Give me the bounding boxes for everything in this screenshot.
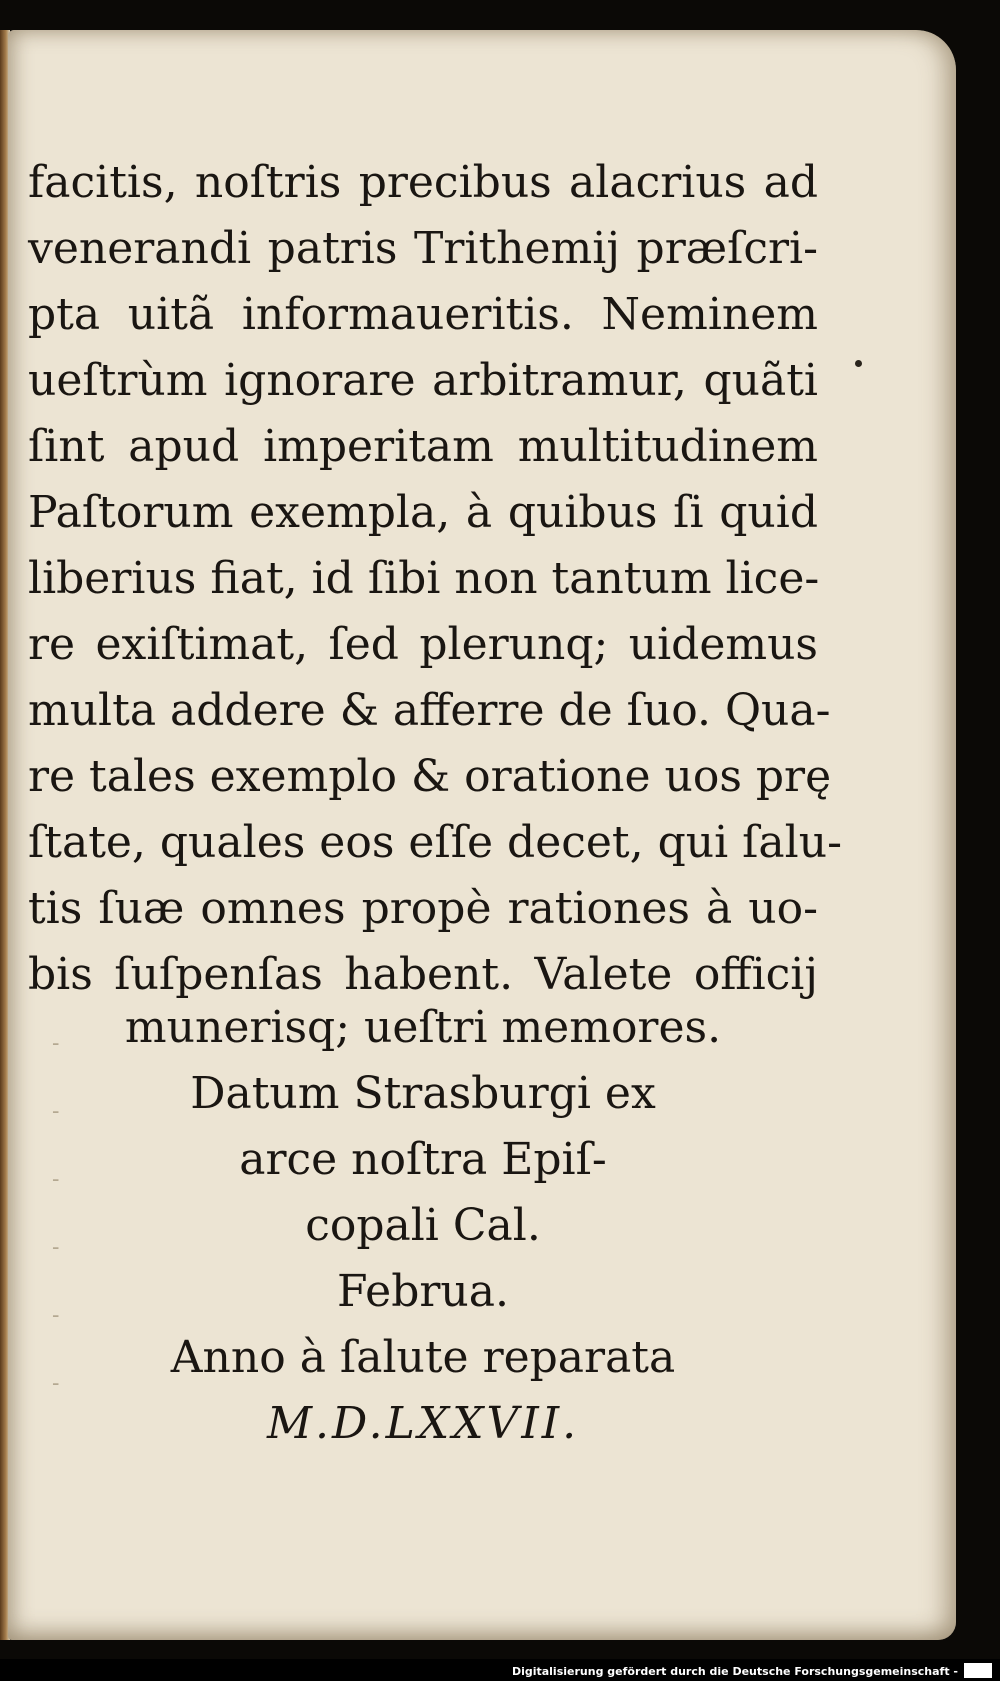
body-line: facitis, noſtris precibus alacrius ad	[28, 157, 818, 208]
body-line: ſtate, quales eos eſſe decet, qui ſalu-	[28, 817, 842, 868]
body-line: re exiſtimat, ſed plerunq; uidemus	[28, 619, 818, 670]
funding-credit: Digitalisierung gefördert durch die Deutsche Forschungsgemeinschaft -	[511, 1665, 958, 1678]
body-line: tis ſuæ omnes propè rationes à uo-	[28, 883, 818, 934]
ink-speck	[855, 360, 862, 367]
closing-line: arce noſtra Epiſ-	[239, 1134, 607, 1185]
body-line: Paſtorum exempla, à quibus ſi quid	[28, 487, 818, 538]
digitization-footer	[0, 1659, 1000, 1681]
body-line: ſint apud imperitam multitudinem	[28, 421, 818, 472]
closing-line: Datum Strasburgi ex	[190, 1068, 656, 1119]
closing-line: copali Cal.	[305, 1200, 541, 1251]
body-line: ueſtrùm ignorare arbitramur, quãti	[28, 355, 818, 406]
bleed-through-marks: - - - - - -	[52, 1031, 60, 1396]
body-line: re tales exemplo & oratione uos prę	[28, 751, 832, 802]
body-line: liberius fiat, id ſibi non tantum lice-	[28, 553, 820, 604]
body-line: venerandi patris Trithemij præſcri-	[28, 223, 818, 274]
closing-colophon	[28, 995, 818, 1457]
date-year: M.D.LXXVII.	[266, 1398, 580, 1449]
dfg-logo	[964, 1663, 992, 1678]
closing-line: Anno à ſalute reparata	[170, 1332, 676, 1383]
body-line: bis ſuſpenſas habent. Valete officij	[28, 949, 818, 1000]
closing-line: Februa.	[337, 1266, 509, 1317]
closing-line: munerisq; ueſtri memores.	[124, 1002, 722, 1053]
body-line: pta uitã informaueritis. Neminem	[28, 289, 818, 340]
body-line: multa addere & afferre de ſuo. Qua-	[28, 685, 831, 736]
body-text	[28, 150, 842, 1008]
